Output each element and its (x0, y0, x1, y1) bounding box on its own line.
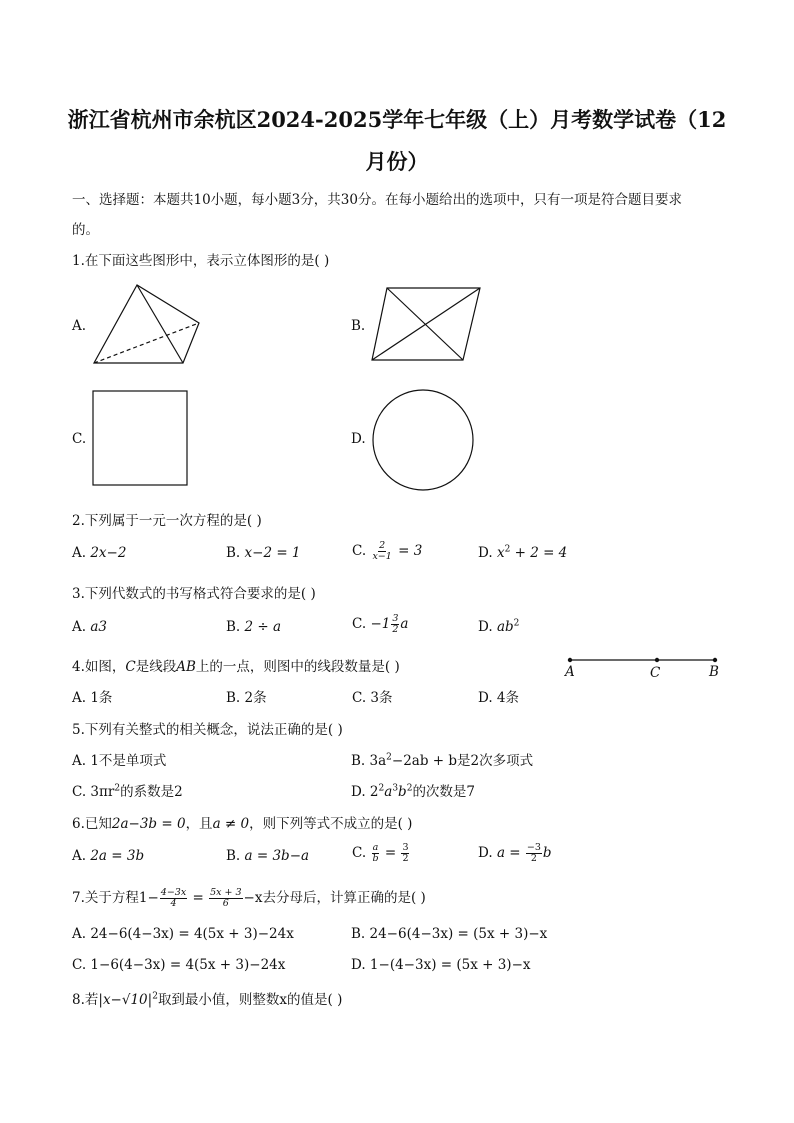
q4-option-a: A. 1条 (72, 690, 113, 706)
q6-option-a: A. 2a = 3b (72, 848, 145, 864)
q5-option-b: B. $3a^2-2ab + b$是2次多项式 (351, 752, 534, 769)
q2-option-b: B. x−2 = 1 (226, 545, 301, 561)
q6-option-d: D. a = $\frac{-3}{2}$ b (478, 842, 552, 864)
pyramid-outline (94, 285, 199, 363)
pyramid-front-edge (137, 285, 183, 363)
q1-parallelogram-figure (370, 286, 485, 362)
q6-option-b: B. a = 3b−a (226, 848, 310, 864)
q5-option-a: A. 1不是单项式 (72, 753, 167, 769)
question-8-stem: 8.若$|x-√10|^2$取到最小值，则整数x的值是( ) (72, 991, 343, 1008)
q4-option-b: B. 2条 (226, 690, 267, 706)
q4-point-c-label: C (650, 665, 661, 681)
q2-option-c: C. $\frac{2}{x-1}$ = 3 (352, 540, 423, 562)
q3-option-b: B. 2 ÷ a (226, 619, 282, 635)
q1-option-d-label: D. (351, 431, 366, 447)
q7-option-d: D. 1−(4−3x) = (5x + 3)−x (351, 957, 531, 973)
q4-option-c: C. 3条 (352, 690, 393, 706)
q7-option-c: C. 1−6(4−3x) = 4(5x + 3)−24x (72, 957, 286, 973)
q4-option-d: D. 4条 (478, 690, 520, 706)
square-outline (93, 391, 187, 485)
question-5-stem: 5.下列有关整式的相关概念，说法正确的是( ) (72, 722, 343, 738)
q7-option-a: A. 24−6(4−3x) = 4(5x + 3)−24x (72, 926, 294, 942)
q2-option-d: D. $x^2 + 2 = 4$ (478, 544, 568, 561)
q1-circle-figure (370, 387, 476, 493)
q3-option-d: D. $ab^2$ (478, 618, 520, 635)
q1-pyramid-figure (90, 283, 205, 368)
q4-segment-figure (564, 654, 724, 666)
question-3-stem: 3.下列代数式的书写格式符合要求的是( ) (72, 586, 316, 602)
pyramid-hidden-edge (94, 323, 199, 363)
q3-option-c: C. −1 $\frac{3}{2}$ a (352, 613, 409, 635)
question-7-stem: 7.关于方程1− $\frac{4-3x}{4}$ = $\frac{5x + 3}{6}$ −x去分母后，计算正确的是( ) (72, 887, 426, 909)
question-2-stem: 2.下列属于一元一次方程的是( ) (72, 513, 262, 529)
page-title-continued: 月份） (365, 149, 429, 174)
question-1-stem: 1.在下面这些图形中，表示立体图形的是( ) (72, 253, 330, 269)
q4-point-a-label: A (565, 664, 575, 680)
circle-outline (373, 390, 473, 490)
question-6-stem: 6.已知2a−3b = 0，且a ≠ 0，则下列等式不成立的是( ) (72, 816, 413, 832)
q6-option-c: C. $\frac{a}{b}$ = $\frac{3}{2}$ (352, 842, 409, 864)
point-c-dot (655, 658, 658, 661)
q3-option-a: A. a3 (72, 619, 107, 635)
q1-option-c-label: C. (72, 431, 87, 447)
page-title: 浙江省杭州市余杭区2024-2025学年七年级（上）月考数学试卷（12 (67, 107, 727, 132)
point-a-dot (568, 658, 571, 661)
q1-option-a-label: A. (72, 318, 87, 334)
q2-option-a: A. 2x−2 (72, 545, 127, 561)
question-4-stem: 4.如图，C是线段AB上的一点，则图中的线段数量是( ) (72, 659, 400, 675)
section-header: 一、选择题：本题共10小题，每小题3分，共30分。在每小题给出的选项中，只有一项是符合题目要求 (72, 192, 682, 208)
q1-square-figure (91, 389, 189, 487)
parallelogram-diagonal-2 (372, 288, 480, 360)
section-header-continued: 的。 (72, 222, 99, 238)
q7-option-b: B. 24−6(4−3x) = (5x + 3)−x (351, 926, 548, 942)
q5-option-c: C. $3\pi r^2$的系数是2 (72, 783, 183, 800)
q4-point-b-label: B (709, 664, 719, 680)
q1-option-b-label: B. (351, 318, 366, 334)
point-b-dot (713, 658, 716, 661)
q5-option-d: D. $2^2a^3b^2$的次数是7 (351, 783, 476, 800)
